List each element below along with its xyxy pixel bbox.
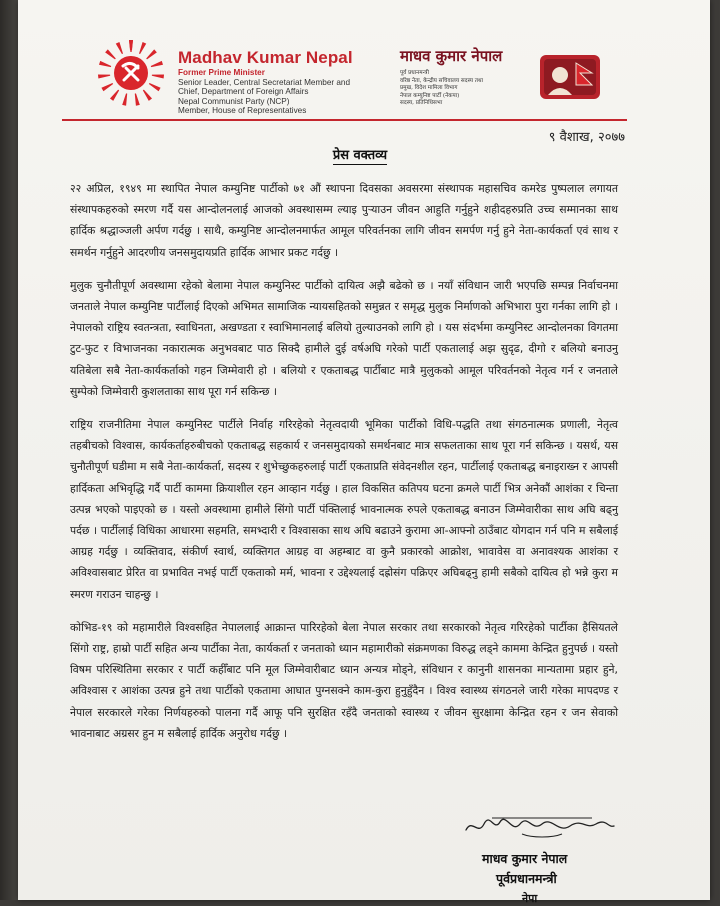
paragraph-1: २२ अप्रिल, १९४९ मा स्थापित नेपाल कम्युनिष्ट पार्टीको ७१ औं स्थापना दिवसका अवसरमा संस्थापक महासचिव कमरेड पुष्पलाल लगायत संस्थापकहरुको स्मरण गर्दै यस आन्दोलनलाई आजको अवस्थासम्म ल्याइ पुऱ्याउन जीवन आहुति गर्नुहुने शहीदहरुप्रति उच्च सम्मानका साथ हार्दिक श्रद्धाञ्जली अर्पण गर्दछु । साथै, कम्युनिष्ट आन्दोलनमार्फत आमूल परिवर्तनका लागि जीवन समर्पण गर्नु हुने नेता-कार्यकर्ता एवं साथ र समर्थन गर्नुहुने आदरणीय जनसमुदायप्रति हार्दिक आभार प्रकट गर्दछु । [70,182,618,259]
party-logo-icon [96,38,166,108]
nepali-letterhead [400,46,540,108]
nepali-designation-2: वरिष्ठ नेता, केन्द्रीय सचिवालय सदस्य तथा [400,77,484,84]
nepali-designation-4: नेपाल कम्युनिष्ट पार्टी (नेकपा) [400,92,460,99]
english-designation-1: Former Prime Minister [178,68,265,77]
signatory-extra-line: नेपा [522,892,538,905]
nepali-designation-3: प्रमुख, विदेश मामिला विभाग [400,85,458,92]
nepali-designation-5: सदस्य, प्रतिनिधिसभा [400,100,443,107]
english-designation-3: Chief, Department of Foreign Affairs [178,87,309,97]
page-edge-shadow [0,0,18,900]
document-date: ९ वैशाख, २०७७ [548,130,625,145]
paragraph-2: मुलुक चुनौतीपूर्ण अवस्थामा रहेको बेलामा नेपाल कम्युनिस्ट पार्टीको दायित्व अझै बढेको छ । नयाँ संविधान जारी भएपछि सम्पन्न निर्वाचनमा जनताले नेपाल कम्युनिष्ट पार्टीलाई दिएको अभिमत सामाजिक न्यायसहितको समुन्नत र समृद्ध मुलुक निर्माणको अभिभारा पुरा गर्नका लागि हो । नेपालको राष्ट्रिय स्वतन्त्रता, स्वाधिनता, अखण्डता र स्वाभिमानलाई बलियो तुल्याउनको लागि हो । यस संदर्भमा कम्युनिस्ट आन्दोलनका विगतमा टुट-फुट र विभाजनका नकारात्मक अनुभवबाट पाठ सिक्दै हामीले दुई वर्षअघि गरेको पार्टी एकतालाई अझ सुदृढ, दीगो र बलियो बनाउनु यतिबेला सबै नेता-कार्यकर्ताको गहन जिम्मेवारी हो । बलियो र एकताबद्ध पार्टीबाट मात्रै मुलुकको आमूल परिवर्तनको नेतृत्व गर्न र जनताले सुम्पेको जिम्मेवारी कुशलताका साथ पूरा गर्न सकिन्छ । [70,278,618,398]
statement-body [70,178,618,756]
portrait-emblem-icon [540,55,600,99]
document-title [0,145,720,163]
paragraph-4: कोभिड-१९ को महामारीले विश्वसहित नेपाललाई आक्रान्त पारिरहेको बेला नेपाल सरकार तथा सरकारको नेतृत्व गरिरहेको पार्टीका हैसियतले सिंगो राष्ट्र, हाम्रो पार्टी सहित अन्य पार्टीका नेता, कार्यकर्ता र जनताको ध्यान महामारीको संक्रमणका विरुद्ध लड्ने काममा केन्द्रित हुनुपर्छ । यस्तो विषम परिस्थितिमा सरकार र पार्टी कहीँबाट पनि मूल जिम्मेवारीबाट ध्यान अन्यत्र मोड्ने, संविधान र कानुनी शासनका मान्यतामा प्रहार हुने, अविश्वास र आशंका उत्पन्न हुने तथा पार्टीको एकतामा आघात पुग्नसक्ने काम-कुरा हुनुहुँदैन । विश्व स्वास्थ्य संगठनले जारी गरेका मापदण्ड र नेपाल सरकारले गरेका निर्णयहरुको पालना गर्दै आफू पनि सुरक्षित रहँदै जनताको स्वास्थ्य र जीवन सुरक्षामा केन्द्रित रहन र जन सेवाको भावनाबाट अग्रसर हुन म सबैलाई हार्दिक अनुरोध गर्दछु । [70,620,618,740]
signatory-title: पूर्वप्रधानमन्त्री [496,871,557,886]
paragraph-3: राष्ट्रिय राजनीतिमा नेपाल कम्युनिस्ट पार्टीले निर्वाह गरिरहेको नेतृत्वदायी भूमिका पार्टीको विधि-पद्धति तथा संगठनात्मक प्रणाली, नेतृत्व तहबीचको विश्वास, कार्यकर्ताहरुबीचको एकताबद्ध सहकार्य र जनसमुदायको समर्थनबाट मात्र सफलताका साथ पूरा गर्न सकिन्छ । यसर्थ, यस चुनौतीपूर्ण घडीमा म सबै नेता-कार्यकर्ता, सदस्य र शुभेच्छुकहरुलाई पार्टी एकताप्रति संवेदनशील रहन, पार्टीलाई एकताबद्ध बनाइराख्न र आपसी हार्दिकता अभिवृद्धि गर्दै पार्टी काममा क्रियाशील रहन आव्हान गर्दछु । हाल विकसित कतिपय घटना क्रमले पार्टी भित्र अनेकौं आशंका र चिन्ता उत्पन्न भएको पाइएको छ । यस्तो अवस्थामा हामीले सिंगो पार्टी पंक्तिलाई भावनात्मक रुपले एकताबद्ध बनाउन जिम्मेवारीका साथ अघि बढ्नु पर्दछ । पार्टीलाई विधिका आधारमा सहमति, समभ्दारी र विश्वासका साथ अघि बढाउने कुरामा आ-आफ्नो ठाउँबाट योगदान गर्न पनि म सबैलाई आग्रह गर्दछु । व्यक्तिवाद, संकीर्ण स्वार्थ, व्यक्तिगत आग्रह वा अहम्बाट वा कुनै प्रकारको आक्रोश, भावावेस वा अनावश्यक आशंका र अविश्वासबाट प्रेरित वा प्रभावित नभई पार्टी एकताको मर्म, भावना र उद्देश्यलाई दह्रोसंग पक्रिएर अघिबढ्नु हामी सबैको दायित्व हो भन्ने कुरा म स्मरण गराउन चाहन्छु । [70,418,618,601]
english-name: Madhav Kumar Nepal [178,48,353,67]
header-divider [62,119,627,121]
nepali-name: माधव कुमार नेपाल [400,47,503,65]
signatory-name: माधव कुमार नेपाल [482,851,568,866]
document-title-text: प्रेस वक्तव्य [332,148,388,163]
english-letterhead [178,48,378,116]
nepali-designation-1: पूर्व प्रधानमन्त्री [400,70,429,76]
english-designation-2: Senior Leader, Central Secretariat Member and [178,77,351,87]
handwritten-signature [462,812,622,842]
english-designation-5: Member, House of Representatives [178,106,307,116]
english-designation-4: Nepal Communist Party (NCP) [178,96,290,106]
